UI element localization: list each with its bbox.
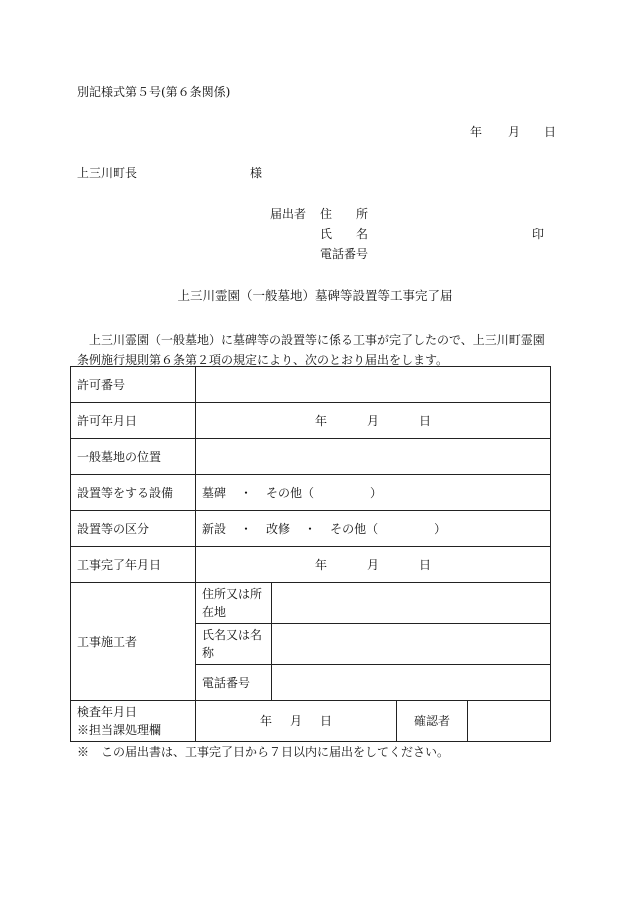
processing-column-label: ※担当課処理欄 [77, 723, 162, 737]
form-id: 別記様式第５号(第６条関係) [77, 85, 231, 99]
application-table [70, 366, 551, 742]
addressee-honorific: 様 [250, 166, 263, 180]
inspection-date-field[interactable] [196, 701, 397, 742]
confirmer-label: 確認者 [397, 701, 468, 742]
body-text [77, 330, 557, 370]
separator-dot: ・ [240, 485, 253, 500]
table-row [71, 583, 551, 624]
seal-mark: 印 [532, 227, 545, 241]
notifier-name-label: 氏 名 [320, 227, 369, 241]
category-option-new[interactable]: 新設 [202, 521, 227, 536]
completion-date-label: 工事完了年月日 [71, 547, 196, 583]
completion-day: 日 [419, 557, 432, 572]
notifier-label: 届出者 [270, 207, 307, 221]
table-row [71, 547, 551, 583]
inspection-date-label: 検査年月日 [77, 705, 138, 719]
contractor-address-field[interactable] [272, 583, 551, 624]
equipment-options[interactable] [196, 475, 551, 511]
grave-location-field[interactable] [196, 439, 551, 475]
notifier-phone-label: 電話番号 [320, 247, 369, 261]
date-month-label: 月 [508, 125, 521, 139]
category-options[interactable] [196, 511, 551, 547]
separator-dot: ・ [304, 521, 317, 536]
table-row [71, 403, 551, 439]
permit-no-label: 許可番号 [71, 367, 196, 403]
body-line-1: 上三川霊園（一般墓地）に墓碑等の設置等に係る工事が完了したので、上三川町霊園 [89, 333, 545, 347]
permit-year: 年 [314, 413, 327, 428]
contractor-label: 工事施工者 [71, 583, 196, 701]
completion-month: 月 [366, 557, 379, 572]
category-label: 設置等の区分 [71, 511, 196, 547]
equipment-other-close: ） [370, 485, 383, 500]
permit-no-field[interactable] [196, 367, 551, 403]
inspection-label [71, 701, 196, 742]
document-title: 上三川霊園（一般墓地）墓碑等設置等工事完了届 [177, 288, 453, 303]
table-row [71, 367, 551, 403]
equipment-option-tombstone[interactable]: 墓碑 [202, 485, 227, 500]
footnote: ※ この届出書は、工事完了日から７日以内に届出をしてください。 [77, 745, 450, 759]
contractor-address-label: 住所又は所在地 [196, 583, 272, 624]
permit-date-label: 許可年月日 [71, 403, 196, 439]
contractor-phone-label: 電話番号 [196, 665, 272, 701]
completion-year: 年 [314, 557, 327, 572]
contractor-name-label: 氏名又は名称 [196, 624, 272, 665]
category-option-other[interactable]: その他（ [330, 521, 379, 536]
inspection-day: 日 [320, 714, 333, 728]
confirmer-field[interactable] [468, 701, 551, 742]
permit-day: 日 [419, 413, 432, 428]
separator-dot: ・ [240, 521, 253, 536]
contractor-name-field[interactable] [272, 624, 551, 665]
grave-location-label: 一般墓地の位置 [71, 439, 196, 475]
table-row [71, 475, 551, 511]
category-other-close: ） [434, 521, 447, 536]
inspection-month: 月 [289, 714, 302, 728]
completion-date-field[interactable] [196, 547, 551, 583]
equipment-label: 設置等をする設備 [71, 475, 196, 511]
table-row [71, 511, 551, 547]
date-year-label: 年 [470, 125, 483, 139]
inspection-year: 年 [259, 714, 272, 728]
table-row [71, 701, 551, 742]
addressee-name: 上三川町長 [77, 166, 138, 180]
permit-date-field[interactable] [196, 403, 551, 439]
permit-month: 月 [366, 413, 379, 428]
date-day-label: 日 [544, 125, 557, 139]
table-row [71, 439, 551, 475]
category-option-repair[interactable]: 改修 [266, 521, 291, 536]
contractor-phone-field[interactable] [272, 665, 551, 701]
body-line-2: 条例施行規則第６条第２項の規定により、次のとおり届出をします。 [77, 353, 449, 367]
notifier-address-label: 住 所 [320, 207, 369, 221]
equipment-option-other[interactable]: その他（ [266, 485, 315, 500]
